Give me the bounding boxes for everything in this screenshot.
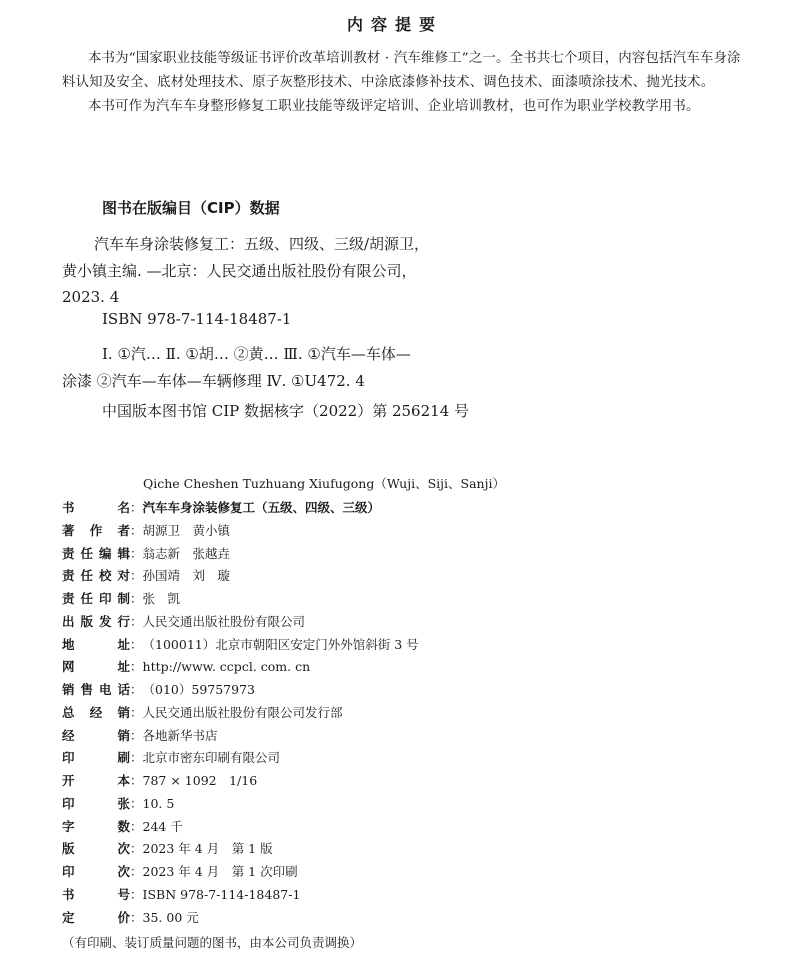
record-row: 责任印制：张 凯: [62, 588, 180, 611]
record-label: 销售电话: [62, 682, 130, 697]
record-value: 人民交通出版社股份有限公司: [142, 614, 306, 629]
record-row: 定 价：35. 00 元: [62, 907, 199, 930]
cip-line: Ⅰ. ①汽… Ⅱ. ①胡… ②黄… Ⅲ. ①汽车—车体—: [102, 345, 411, 363]
summary-body: [62, 47, 742, 119]
record-row: 印 次：2023 年 4 月 第 1 次印刷: [62, 861, 298, 884]
record-label: 网 址: [62, 659, 130, 674]
record-value: http://www. ccpcl. com. cn: [142, 659, 311, 674]
record-value: （100011）北京市朝阳区安定门外外馆斜街 3 号: [142, 637, 419, 652]
record-label: 定 价: [62, 910, 130, 925]
footnote: （有印刷、装订质量问题的图书，由本公司负责调换）: [62, 935, 363, 950]
cip-line: 黄小镇主编. —北京：人民交通出版社股份有限公司，: [62, 262, 417, 280]
record-label: 地 址: [62, 637, 130, 652]
record-value: 10. 5: [142, 796, 175, 811]
record-label: 开 本: [62, 773, 130, 788]
cip-line: 汽车车身涂装修复工：五级、四级、三级/胡源卫，: [94, 235, 430, 253]
record-label: 著 作 者: [62, 523, 130, 538]
record-value: 人民交通出版社股份有限公司发行部: [142, 705, 343, 720]
record-value: （010）59757973: [142, 682, 255, 697]
summary-heading: 内容提要: [346, 15, 443, 34]
record-value: 北京市密东印刷有限公司: [142, 750, 281, 765]
record-label: 经 销: [62, 728, 130, 743]
record-label: 字 数: [62, 819, 130, 834]
record-value: 787 × 1092 1/16: [142, 773, 258, 788]
record-label: 书 名: [62, 500, 130, 515]
record-row: 开 本：787 × 1092 1/16: [62, 770, 257, 793]
record-row: 著 作 者：胡源卫 黄小镇: [62, 520, 230, 543]
cip-number: 中国版本图书馆 CIP 数据核字（2022）第 256214 号: [102, 402, 470, 420]
record-row: 总 经 销：人民交通出版社股份有限公司发行部: [62, 702, 343, 725]
summary-paragraph-2: 本书可作为汽车车身整形修复工职业技能等级评定培训、企业培训教材，也可作为职业学校教学用书。: [88, 99, 700, 114]
record-label: 印 张: [62, 796, 130, 811]
record-value: 2023 年 4 月 第 1 次印刷: [142, 864, 298, 879]
record-label: 印 次: [62, 864, 130, 879]
record-row: 经 销：各地新华书店: [62, 725, 218, 748]
cip-line: 2023. 4: [62, 288, 120, 306]
record-label: 责任印制: [62, 591, 130, 606]
record-label: 总 经 销: [62, 705, 130, 720]
record-row: 字 数：244 千: [62, 816, 183, 839]
record-value: 翁志新 张越垚: [142, 546, 231, 561]
record-value: 张 凯: [142, 591, 181, 606]
record-label: 责任编辑: [62, 546, 130, 561]
record-row: 网 址：http://www. ccpcl. com. cn: [62, 656, 310, 679]
record-row: 书 号：ISBN 978-7-114-18487-1: [62, 884, 300, 907]
record-label: 印 刷: [62, 750, 130, 765]
record-value: 汽车车身涂装修复工（五级、四级、三级）: [142, 500, 381, 515]
record-row: 出版发行：人民交通出版社股份有限公司: [62, 611, 305, 634]
record-value: 2023 年 4 月 第 1 版: [142, 841, 273, 856]
record-value: ISBN 978-7-114-18487-1: [142, 887, 301, 902]
record-value: 244 千: [142, 819, 183, 834]
summary-paragraph-1: 本书为“国家职业技能等级证书评价改革培训教材 · 汽车维修工”之一。全书共七个项目，内容包括汽车车身涂料认知及安全、底材处理技术、原子灰整形技术、中涂底漆修补技术、调色技术、面漆喷涂技术、抛光技术。: [62, 51, 741, 90]
record-label: 责任校对: [62, 568, 130, 583]
cip-line: ISBN 978-7-114-18487-1: [102, 310, 292, 328]
record-value: 35. 00 元: [142, 910, 199, 925]
record-row: 印 刷：北京市密东印刷有限公司: [62, 747, 280, 770]
record-row: 书 名：汽车车身涂装修复工（五级、四级、三级）: [62, 497, 380, 520]
cip-line: 涂漆 ②汽车—车体—车辆修理 Ⅳ. ①U472. 4: [62, 372, 365, 390]
pinyin-title: Qiche Cheshen Tuzhuang Xiufugong（Wuji、Siji、Sanji）: [143, 476, 505, 491]
record-label: 版 次: [62, 841, 130, 856]
record-row: 责任校对：孙国靖 刘 璇: [62, 565, 230, 588]
record-row: 责任编辑：翁志新 张越垚: [62, 543, 230, 566]
record-label: 书 号: [62, 887, 130, 902]
record-row: 销售电话：（010）59757973: [62, 679, 255, 702]
record-row: 版 次：2023 年 4 月 第 1 版: [62, 838, 273, 861]
record-label: 出版发行: [62, 614, 130, 629]
record-row: 地 址：（100011）北京市朝阳区安定门外外馆斜街 3 号: [62, 634, 419, 657]
record-value: 胡源卫 黄小镇: [142, 523, 231, 538]
record-row: 印 张：10. 5: [62, 793, 174, 816]
record-value: 孙国靖 刘 璇: [142, 568, 231, 583]
record-value: 各地新华书店: [142, 728, 218, 743]
cip-title: 图书在版编目（CIP）数据: [102, 199, 280, 217]
